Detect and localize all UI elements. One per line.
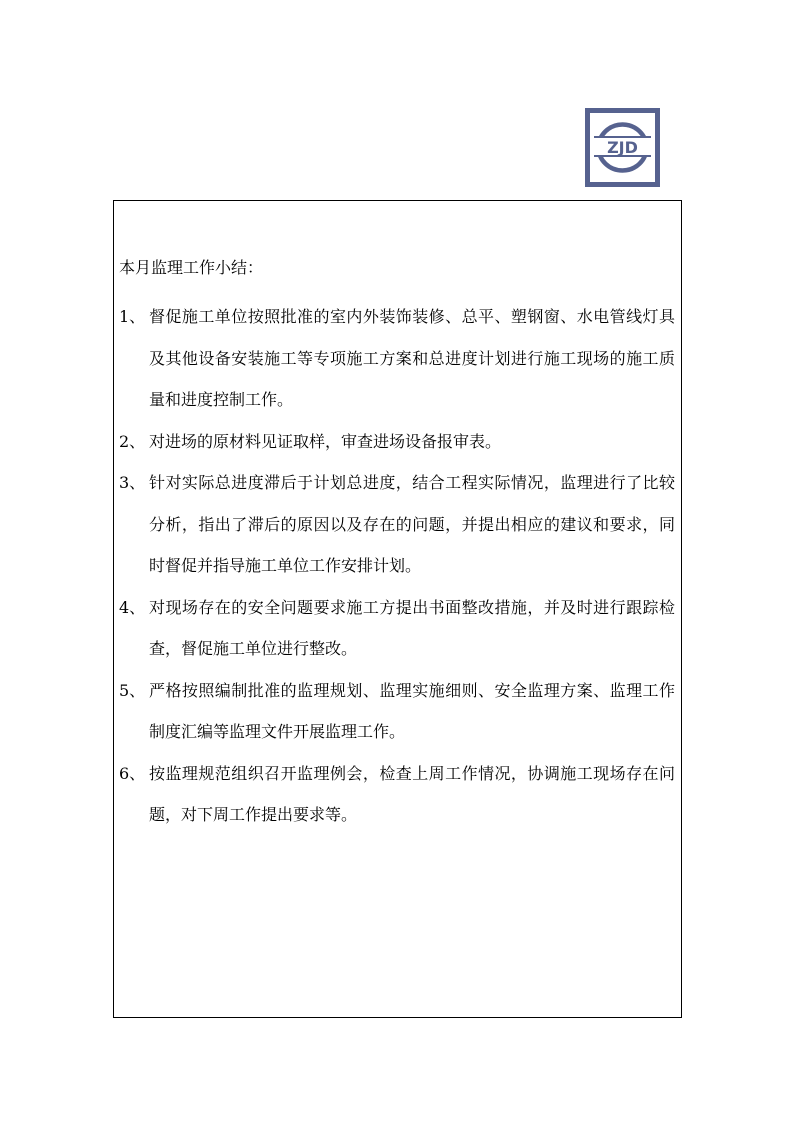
item-number: 1、 bbox=[119, 307, 146, 326]
summary-item bbox=[119, 421, 675, 463]
item-number: 6、 bbox=[119, 763, 146, 783]
zjd-logo-icon bbox=[590, 113, 655, 182]
item-text: 按监理规范组织召开监理例会，检查上周工作情况，协调施工现场存在问题，对下周工作提出要求等。 bbox=[149, 763, 675, 824]
item-number: 2、 bbox=[119, 431, 146, 451]
summary-item bbox=[119, 753, 675, 836]
company-logo bbox=[585, 108, 660, 187]
summary-content bbox=[119, 254, 675, 836]
item-text: 对现场存在的安全问题要求施工方提出书面整改措施，并及时进行跟踪检查，督促施工单位进行整改。 bbox=[149, 597, 675, 658]
item-number: 3、 bbox=[119, 473, 146, 492]
logo-text: ZJD bbox=[607, 138, 638, 157]
item-number: 4、 bbox=[119, 597, 146, 617]
item-text: 严格按照编制批准的监理规划、监理实施细则、安全监理方案、监理工作制度汇编等监理文件开展监理工作。 bbox=[149, 680, 675, 741]
summary-item bbox=[119, 462, 675, 587]
summary-item bbox=[119, 587, 675, 670]
item-text: 针对实际总进度滞后于计划总进度，结合工程实际情况，监理进行了比较分析，指出了滞后的原因以及存在的问题，并提出相应的建议和要求，同时督促并指导施工单位工作安排计划。 bbox=[149, 473, 675, 575]
summary-heading: 本月监理工作小结： bbox=[119, 258, 264, 277]
summary-item bbox=[119, 670, 675, 753]
item-number: 5、 bbox=[119, 680, 146, 700]
item-text: 对进场的原材料见证取样，审查进场设备报审表。 bbox=[149, 431, 502, 451]
item-text: 督促施工单位按照批准的室内外装饰装修、总平、塑钢窗、水电管线灯具及其他设备安装施工等专项施工方案和总进度计划进行施工现场的施工质量和进度控制工作。 bbox=[149, 307, 675, 409]
summary-item bbox=[119, 296, 675, 421]
summary-box bbox=[113, 200, 682, 1018]
